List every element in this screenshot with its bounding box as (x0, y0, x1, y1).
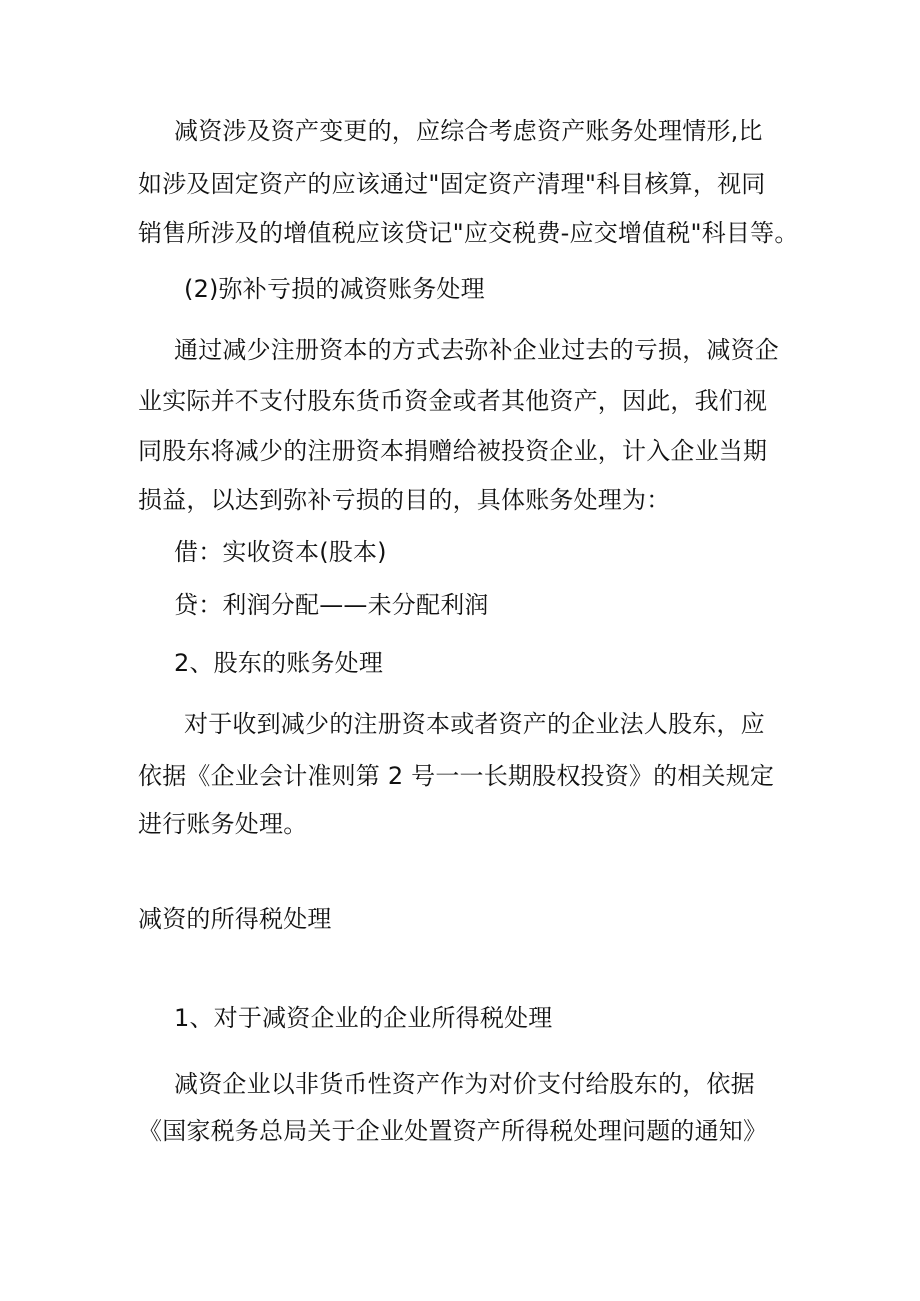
paragraph-line: 销售所涉及的增值税应该贷记"应交税费-应交增值税"科目等。 (138, 219, 799, 247)
journal-entry-credit: 贷：利润分配——未分配利润 (174, 591, 489, 619)
paragraph-line: 进行账务处理。 (138, 810, 308, 838)
journal-entry-debit: 借：实收资本(股本) (174, 538, 387, 566)
paragraph-line: 业实际并不支付股东货币资金或者其他资产，因此，我们视 (138, 387, 768, 415)
paragraph-line: 损益，以达到弥补亏损的目的，具体账务处理为： (138, 486, 671, 514)
subsection-heading: 1、对于减资企业的企业所得税处理 (174, 1004, 553, 1032)
paragraph-line: 依据《企业会计准则第 2 号一一长期股权投资》的相关规定 (138, 762, 775, 790)
paragraph-line: 减资涉及资产变更的，应综合考虑资产账务处理情形,比 (174, 117, 763, 145)
paragraph-line: 通过减少注册资本的方式去弥补企业过去的亏损，减资企 (174, 336, 779, 364)
paragraph-line: 减资企业以非货币性资产作为对价支付给股东的，依据 (174, 1070, 755, 1098)
paragraph-line: 对于收到减少的注册资本或者资产的企业法人股东，应 (184, 710, 765, 738)
section-heading: 减资的所得税处理 (138, 905, 332, 933)
paragraph-line: 如涉及固定资产的应该通过"固定资产清理"科目核算，视同 (138, 170, 766, 198)
paragraph-line: 《国家税务总局关于企业处置资产所得税处理问题的通知》 (138, 1117, 768, 1145)
section-heading: 2、股东的账务处理 (174, 649, 384, 677)
section-heading: (2)弥补亏损的减资账务处理 (184, 275, 485, 303)
paragraph-line: 同股东将减少的注册资本捐赠给被投资企业，计入企业当期 (138, 437, 768, 465)
